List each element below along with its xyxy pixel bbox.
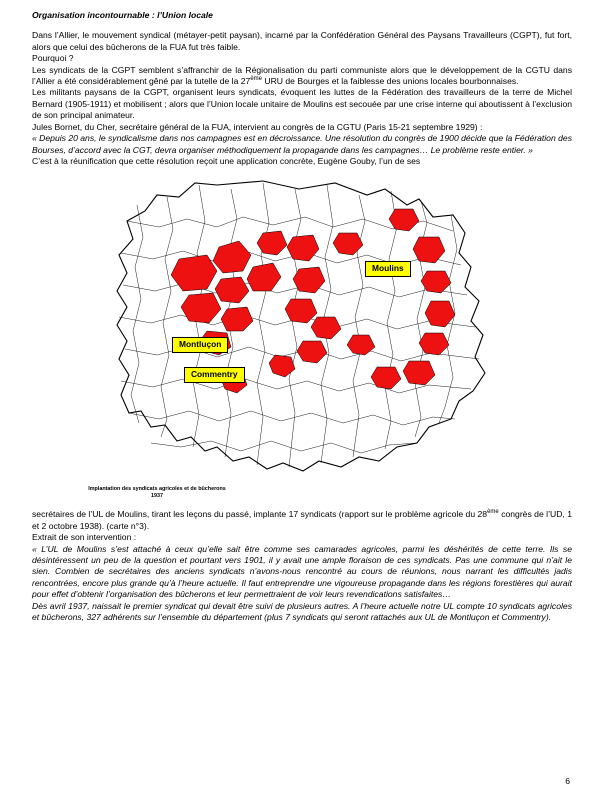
map-caption: [72, 486, 242, 500]
paragraph-2: Pourquoi ?: [32, 53, 74, 64]
map-label-moulins: Moulins: [365, 261, 411, 276]
paragraph-3: Les syndicats de la CGPT semblent s’affranchir de la Régionalisation du parti communiste alors que le développement de la CGTU dans l’Allier a été considérablement gêné par la tutelle de la 27ème URU de Bourges et la faiblesse des unions locales bourbonnaises.: [32, 64, 572, 86]
map-caption-line1: Implantation des syndicats agricoles et de bûcherons: [88, 485, 226, 492]
paragraph-quote-2: « L’UL de Moulins s’est attaché à ceux qu’elle sait être comme ses camarades agricoles, parmi les déshérités de cette terre. Ils se désintéressent un peu de la question et pourtant vers 1901, il y avait une ample floraison de ces syndicats. Pas une commune qui n’ait le sien. Combien de secrétaires des anciens syndicats n’avons-nous rencontré au cours de réunions, nous narrant les difficultés jadis rencontrées, encore plus grande qu’à l’heure actuelle. Il faut entreprendre une vigoureuse propagande dans les régions forestières qui aurait pour effet d’obtenir l’organisation des bûcherons et leur permettraient de voir leurs revendications satisfaites…: [32, 543, 572, 600]
paragraph-8: Extrait de son intervention :: [32, 532, 137, 543]
page-title: Organisation incontournable : l’Union locale: [32, 10, 213, 20]
paragraph-quote-1: « Depuis 20 ans, le syndicalisme dans nos campagnes est en décroissance. Une résolution du congrès de 1900 décide que la Fédération des Bourses, d’accord avec la CGT, devra organiser méthodiquement la propagande dans les campagnes… Le problème reste entier. »: [32, 133, 572, 155]
paragraph-6: C’est à la réunification que cette résolution reçoit une application concrète, Eugène Gouby, l’un de ses: [32, 155, 421, 166]
paragraph-7: secrétaires de l’UL de Moulins, tirant les leçons du passé, implante 17 syndicats (rapport sur le problème agricole du 28ème congrès de l’UD, 1 et 2 octobre 1938). (carte n°3).: [32, 509, 572, 531]
body-text-bottom: [32, 509, 572, 623]
allier-department-map: [67, 175, 537, 493]
paragraph-5: Jules Bornet, du Cher, secrétaire général de la FUA, intervient au congrès de la CGTU (Paris 15-21 septembre 1929) :: [32, 121, 483, 132]
map-figure: [32, 175, 572, 505]
map-caption-line2: 1937: [151, 492, 163, 499]
paragraph-4: Les militants paysans de la CGPT, organisent leurs syndicats, évoquent les luttes de la Fédération des travailleurs de la terre de Michel Bernard (1905-1911) et mobilisent ; alors que l’Union locale unitaire de Moulins est secouée par une crise interne qui aboutissent à l’exclusion de son principal animateur.: [32, 87, 572, 121]
map-label-montlucon: Montluçon: [172, 337, 228, 352]
page-number: 6: [565, 776, 570, 786]
map-label-commentry: Commentry: [184, 367, 245, 382]
paragraph-1: Dans l’Allier, le mouvement syndical (métayer-petit paysan), incarné par la Confédération Général des Paysans Travailleurs (CGPT), fut fort, alors que celui des bûcherons de la FUA fut très faible.: [32, 30, 572, 52]
paragraph-quote-3: Dès avril 1937, naissait le premier syndicat qui devait être suivi de plusieurs autres. A l’heure actuelle notre UL compte 10 syndicats agricoles et bûcherons, 327 adhérents sur l’ensemble du département (plus 7 syndicats qui seront rattachés aux UL de Montluçon et Commentry).: [32, 600, 572, 623]
body-text-top: [32, 30, 572, 167]
